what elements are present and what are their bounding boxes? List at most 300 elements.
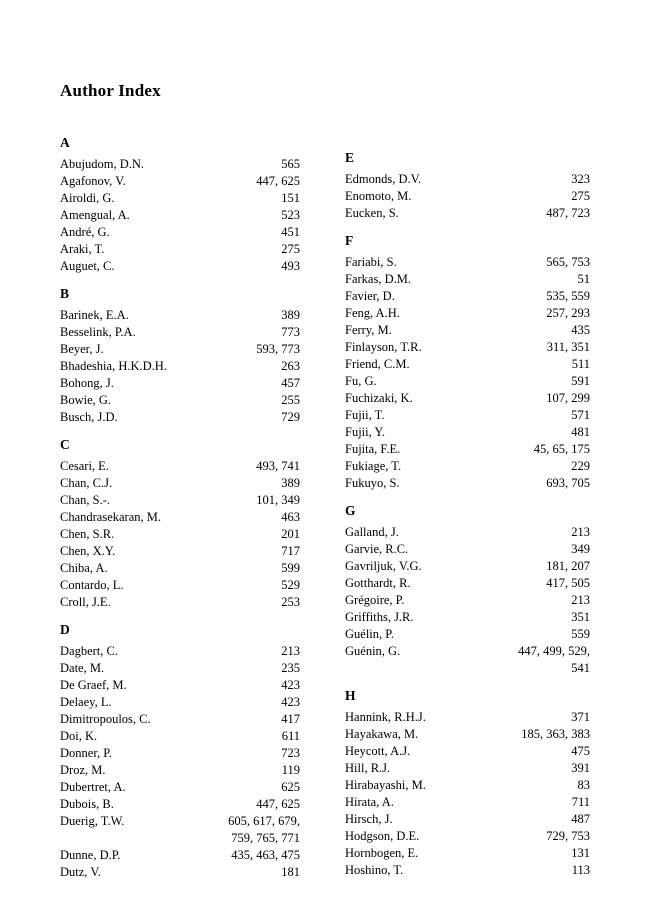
author-entry bbox=[345, 441, 590, 458]
author-pages bbox=[124, 526, 300, 543]
page-numbers-line: 565, 753 bbox=[546, 255, 590, 269]
author-name: Hirabayashi, M. bbox=[345, 778, 426, 792]
author-name: Gavriljuk, V.G. bbox=[345, 559, 422, 573]
page-numbers-line: 711 bbox=[571, 795, 590, 809]
page-numbers-line: 463 bbox=[281, 510, 300, 524]
author-pages bbox=[421, 575, 590, 592]
author-pages bbox=[423, 390, 590, 407]
author-entry bbox=[60, 258, 300, 275]
page-numbers-line: 523 bbox=[281, 208, 300, 222]
author-entry bbox=[345, 407, 590, 424]
author-entry bbox=[60, 526, 300, 543]
author-entry bbox=[345, 205, 590, 222]
page-numbers-line: 275 bbox=[281, 242, 300, 256]
author-pages bbox=[177, 358, 300, 375]
author-entry bbox=[345, 254, 590, 271]
author-entry bbox=[345, 322, 590, 339]
author-pages bbox=[421, 188, 590, 205]
page-numbers-line: 511 bbox=[571, 357, 590, 371]
page-numbers-line: 275 bbox=[571, 189, 590, 203]
author-name: Chen, S.R. bbox=[60, 527, 115, 541]
author-pages bbox=[420, 356, 590, 373]
page-numbers-line: 101, 349 bbox=[256, 493, 300, 507]
page-numbers-line: 119 bbox=[281, 763, 300, 777]
author-pages bbox=[122, 745, 300, 762]
section-letter: G bbox=[345, 503, 356, 518]
page-numbers-line: 457 bbox=[281, 376, 300, 390]
author-name: Abujudom, D.N. bbox=[60, 157, 145, 171]
page-numbers-line: 481 bbox=[571, 425, 590, 439]
author-name: Grégoire, P. bbox=[345, 593, 405, 607]
author-name: Feng, A.H. bbox=[345, 306, 400, 320]
author-pages bbox=[139, 307, 300, 324]
author-pages bbox=[121, 392, 300, 409]
index-section bbox=[60, 134, 300, 275]
author-name: Chiba, A. bbox=[60, 561, 108, 575]
page-numbers-line: 371 bbox=[571, 710, 590, 724]
author-name: Fujii, T. bbox=[345, 408, 385, 422]
index-section bbox=[345, 687, 590, 879]
author-name: Hannink, R.H.J. bbox=[345, 710, 426, 724]
author-pages bbox=[154, 156, 300, 173]
page-numbers-line: 51 bbox=[577, 272, 590, 286]
author-name: Contardo, L. bbox=[60, 578, 124, 592]
page-numbers-line: 113 bbox=[571, 863, 590, 877]
author-name: Chan, C.J. bbox=[60, 476, 113, 490]
author-pages bbox=[146, 324, 300, 341]
author-entry bbox=[345, 558, 590, 575]
author-pages bbox=[409, 524, 590, 541]
author-pages bbox=[128, 643, 300, 660]
column-left bbox=[60, 124, 300, 881]
author-name: Chen, X.Y. bbox=[60, 544, 116, 558]
author-pages bbox=[420, 743, 590, 760]
author-name: Guénin, G. bbox=[345, 644, 401, 658]
page-numbers-line: 493, 741 bbox=[256, 459, 300, 473]
author-name: Hill, R.J. bbox=[345, 761, 391, 775]
author-name: Hirsch, J. bbox=[345, 812, 393, 826]
page-numbers-line: 599 bbox=[281, 561, 300, 575]
author-entry bbox=[345, 709, 590, 726]
page-numbers-line: 107, 299 bbox=[546, 391, 590, 405]
author-name: Bowie, G. bbox=[60, 393, 112, 407]
page-numbers-line: 417, 505 bbox=[546, 576, 590, 590]
author-pages bbox=[410, 305, 590, 322]
author-pages bbox=[413, 862, 590, 879]
page-numbers-line: 565 bbox=[281, 157, 300, 171]
author-name: Croll, J.E. bbox=[60, 595, 111, 609]
author-entry bbox=[345, 726, 590, 743]
author-entry bbox=[345, 339, 590, 356]
author-pages bbox=[122, 694, 300, 711]
page-numbers-line: 759, 765, 771 bbox=[231, 831, 300, 845]
author-entry bbox=[60, 358, 300, 375]
author-name: Favier, D. bbox=[345, 289, 395, 303]
author-pages bbox=[403, 811, 590, 828]
author-entry bbox=[345, 188, 590, 205]
author-pages bbox=[436, 709, 590, 726]
author-name: Ferry, M. bbox=[345, 323, 392, 337]
author-pages bbox=[122, 475, 300, 492]
index-columns bbox=[60, 124, 590, 881]
author-name: Enomoto, M. bbox=[345, 189, 412, 203]
index-section bbox=[345, 502, 590, 677]
author-pages bbox=[120, 224, 300, 241]
author-name: Delaey, L. bbox=[60, 695, 112, 709]
author-name: Barinek, E.A. bbox=[60, 308, 129, 322]
page-numbers-line: 717 bbox=[281, 544, 300, 558]
author-pages bbox=[428, 845, 590, 862]
index-section bbox=[60, 436, 300, 611]
author-entry bbox=[60, 324, 300, 341]
author-entry bbox=[345, 811, 590, 828]
author-pages bbox=[394, 407, 590, 424]
author-name: Hornbogen, E. bbox=[345, 846, 419, 860]
section-letter: B bbox=[60, 286, 70, 301]
author-entry bbox=[345, 592, 590, 609]
author-name: De Graef, M. bbox=[60, 678, 127, 692]
author-name: Farkas, D.M. bbox=[345, 272, 411, 286]
author-entry bbox=[60, 409, 300, 426]
author-pages bbox=[436, 777, 590, 794]
author-entry bbox=[345, 288, 590, 305]
author-pages bbox=[115, 762, 300, 779]
page-numbers-line: 351 bbox=[571, 610, 590, 624]
author-pages bbox=[171, 509, 300, 526]
page-numbers-line: 181 bbox=[281, 865, 300, 879]
author-pages bbox=[124, 375, 300, 392]
author-name: Guélin, P. bbox=[345, 627, 394, 641]
author-name: Fariabi, S. bbox=[345, 255, 397, 269]
page-numbers-line: 487 bbox=[571, 812, 590, 826]
page-numbers-line: 487, 723 bbox=[546, 206, 590, 220]
author-entry bbox=[345, 575, 590, 592]
page-numbers-line: 45, 65, 175 bbox=[533, 442, 590, 456]
author-entry bbox=[60, 762, 300, 779]
author-entry bbox=[60, 190, 300, 207]
author-pages bbox=[125, 190, 300, 207]
author-entry bbox=[345, 305, 590, 322]
author-pages bbox=[140, 207, 300, 224]
page-numbers-line: 213 bbox=[571, 593, 590, 607]
author-pages bbox=[410, 643, 590, 677]
author-entry bbox=[345, 524, 590, 541]
author-pages bbox=[137, 677, 300, 694]
author-name: Gotthardt, R. bbox=[345, 576, 411, 590]
author-entry bbox=[345, 356, 590, 373]
index-section bbox=[345, 232, 590, 492]
author-entry bbox=[60, 173, 300, 190]
author-pages bbox=[432, 558, 590, 575]
author-pages bbox=[395, 424, 590, 441]
author-pages bbox=[125, 258, 300, 275]
author-name: Dimitropoulos, C. bbox=[60, 712, 151, 726]
page-numbers-line: 729 bbox=[281, 410, 300, 424]
author-name: Dagbert, C. bbox=[60, 644, 118, 658]
author-entry bbox=[60, 543, 300, 560]
author-pages bbox=[134, 577, 300, 594]
page-numbers-line: 435 bbox=[571, 323, 590, 337]
author-entry bbox=[60, 224, 300, 241]
page-numbers-line: 391 bbox=[571, 761, 590, 775]
author-entry bbox=[60, 241, 300, 258]
author-entry bbox=[345, 609, 590, 626]
author-pages bbox=[136, 173, 300, 190]
page-numbers-line: 729, 753 bbox=[546, 829, 590, 843]
author-pages bbox=[421, 271, 590, 288]
page-numbers-line: 571 bbox=[571, 408, 590, 422]
page-numbers-line: 723 bbox=[281, 746, 300, 760]
author-entry bbox=[60, 560, 300, 577]
author-name: Hirata, A. bbox=[345, 795, 394, 809]
author-pages bbox=[402, 322, 590, 339]
author-entry bbox=[345, 390, 590, 407]
author-name: Galland, J. bbox=[345, 525, 399, 539]
author-name: Chan, S.-. bbox=[60, 493, 110, 507]
author-pages bbox=[404, 626, 590, 643]
page-numbers-line: 535, 559 bbox=[546, 289, 590, 303]
page-numbers-line: 235 bbox=[281, 661, 300, 675]
author-pages bbox=[125, 543, 300, 560]
author-pages bbox=[411, 458, 590, 475]
author-pages bbox=[161, 711, 300, 728]
author-entry bbox=[60, 643, 300, 660]
author-entry bbox=[60, 813, 300, 847]
author-entry bbox=[60, 577, 300, 594]
author-name: Fu, G. bbox=[345, 374, 377, 388]
author-name: Agafonov, V. bbox=[60, 174, 126, 188]
page-numbers-line: 349 bbox=[571, 542, 590, 556]
page-numbers-line: 257, 293 bbox=[546, 306, 590, 320]
page-numbers-line: 131 bbox=[571, 846, 590, 860]
author-name: Dunne, D.P. bbox=[60, 848, 121, 862]
author-entry bbox=[60, 509, 300, 526]
author-name: Hodgson, D.E. bbox=[345, 829, 420, 843]
page-numbers-line: 593, 773 bbox=[256, 342, 300, 356]
author-entry bbox=[345, 458, 590, 475]
index-section bbox=[345, 149, 590, 222]
page-numbers-line: 451 bbox=[281, 225, 300, 239]
page-numbers-line: 323 bbox=[571, 172, 590, 186]
page-title: Author Index bbox=[60, 81, 161, 100]
author-name: Eucken, S. bbox=[345, 206, 399, 220]
author-pages bbox=[111, 864, 300, 881]
section-letter: A bbox=[60, 135, 70, 150]
author-entry bbox=[60, 660, 300, 677]
page-numbers-line: 493 bbox=[281, 259, 300, 273]
author-entry bbox=[60, 677, 300, 694]
page-numbers-line: 423 bbox=[281, 678, 300, 692]
page-numbers-line: 475 bbox=[571, 744, 590, 758]
page-numbers-line: 185, 363, 383 bbox=[521, 727, 590, 741]
author-pages bbox=[130, 847, 300, 864]
author-name: Dutz, V. bbox=[60, 865, 101, 879]
author-entry bbox=[60, 207, 300, 224]
section-letter: E bbox=[345, 150, 355, 165]
page-numbers-line: 253 bbox=[281, 595, 300, 609]
page-numbers-line: 435, 463, 475 bbox=[231, 848, 300, 862]
author-entry bbox=[60, 594, 300, 611]
author-entry bbox=[345, 845, 590, 862]
author-pages bbox=[387, 373, 590, 390]
author-entry bbox=[60, 475, 300, 492]
author-pages bbox=[429, 828, 590, 845]
author-name: Auguet, C. bbox=[60, 259, 115, 273]
author-entry bbox=[345, 777, 590, 794]
author-name: Busch, J.D. bbox=[60, 410, 118, 424]
author-pages bbox=[431, 171, 590, 188]
author-name: Hoshino, T. bbox=[345, 863, 404, 877]
author-name: Airoldi, G. bbox=[60, 191, 115, 205]
author-name: Edmonds, D.V. bbox=[345, 172, 422, 186]
author-entry bbox=[60, 156, 300, 173]
author-entry bbox=[60, 375, 300, 392]
author-pages bbox=[120, 492, 300, 509]
author-pages bbox=[404, 794, 590, 811]
page-numbers-line: 447, 625 bbox=[256, 174, 300, 188]
author-name: Bhadeshia, H.K.D.H. bbox=[60, 359, 167, 373]
page-numbers-line: 447, 499, 529, bbox=[518, 644, 590, 658]
author-pages bbox=[124, 796, 300, 813]
author-name: Fujii, Y. bbox=[345, 425, 385, 439]
author-entry bbox=[60, 307, 300, 324]
index-section bbox=[60, 621, 300, 881]
page-numbers-line: 417 bbox=[281, 712, 300, 726]
author-entry bbox=[60, 711, 300, 728]
author-name: Fujita, F.E. bbox=[345, 442, 401, 456]
author-name: Droz, M. bbox=[60, 763, 106, 777]
index-section bbox=[60, 285, 300, 426]
author-pages bbox=[400, 760, 590, 777]
author-entry bbox=[345, 828, 590, 845]
column-right bbox=[345, 139, 590, 881]
author-pages bbox=[136, 779, 300, 796]
author-entry bbox=[345, 541, 590, 558]
section-letter: C bbox=[60, 437, 70, 452]
author-pages bbox=[114, 241, 300, 258]
author-name: Friend, C.M. bbox=[345, 357, 410, 371]
author-entry bbox=[345, 171, 590, 188]
author-entry bbox=[60, 864, 300, 881]
author-name: Bohong, J. bbox=[60, 376, 114, 390]
author-name: Donner, P. bbox=[60, 746, 112, 760]
section-letter: D bbox=[60, 622, 70, 637]
author-name: Besselink, P.A. bbox=[60, 325, 136, 339]
author-pages bbox=[418, 541, 590, 558]
page-numbers-line: 423 bbox=[281, 695, 300, 709]
author-pages bbox=[410, 475, 590, 492]
author-pages bbox=[414, 592, 590, 609]
author-entry bbox=[60, 779, 300, 796]
author-name: Date, M. bbox=[60, 661, 105, 675]
author-entry bbox=[345, 626, 590, 643]
page-numbers-line: 591 bbox=[571, 374, 590, 388]
author-entry bbox=[345, 424, 590, 441]
author-name: Dubois, B. bbox=[60, 797, 114, 811]
author-name: Griffiths, J.R. bbox=[345, 610, 414, 624]
author-entry bbox=[60, 694, 300, 711]
author-name: Dubertret, A. bbox=[60, 780, 126, 794]
page-numbers-line: 255 bbox=[281, 393, 300, 407]
author-name: Fukuyo, S. bbox=[345, 476, 400, 490]
section-letter: F bbox=[345, 233, 354, 248]
author-entry bbox=[60, 341, 300, 358]
author-pages bbox=[409, 205, 590, 222]
author-name: Amengual, A. bbox=[60, 208, 130, 222]
author-entry bbox=[60, 458, 300, 475]
page-numbers-line: 389 bbox=[281, 308, 300, 322]
page-numbers-line: 693, 705 bbox=[546, 476, 590, 490]
author-pages bbox=[134, 813, 300, 847]
page-numbers-line: 389 bbox=[281, 476, 300, 490]
author-pages bbox=[428, 726, 590, 743]
page-numbers-line: 201 bbox=[281, 527, 300, 541]
author-pages bbox=[432, 339, 590, 356]
author-entry bbox=[345, 794, 590, 811]
author-pages bbox=[121, 594, 300, 611]
section-letter: H bbox=[345, 688, 356, 703]
page-numbers-line: 213 bbox=[281, 644, 300, 658]
page-numbers-line: 213 bbox=[571, 525, 590, 539]
page-numbers-line: 447, 625 bbox=[256, 797, 300, 811]
author-pages bbox=[114, 660, 300, 677]
author-name: Duerig, T.W. bbox=[60, 814, 125, 828]
author-name: Chandrasekaran, M. bbox=[60, 510, 162, 524]
page-numbers-line: 625 bbox=[281, 780, 300, 794]
author-name: Garvie, R.C. bbox=[345, 542, 409, 556]
author-entry bbox=[345, 271, 590, 288]
author-pages bbox=[107, 728, 300, 745]
page-numbers-line: 611 bbox=[281, 729, 300, 743]
author-name: Heycott, A.J. bbox=[345, 744, 411, 758]
author-entry bbox=[60, 745, 300, 762]
page-numbers-line: 311, 351 bbox=[546, 340, 590, 354]
page-numbers-line: 559 bbox=[571, 627, 590, 641]
page-numbers-line: 181, 207 bbox=[546, 559, 590, 573]
author-name: Beyer, J. bbox=[60, 342, 104, 356]
author-name: Cesari, E. bbox=[60, 459, 109, 473]
author-entry bbox=[60, 847, 300, 864]
author-pages bbox=[119, 458, 300, 475]
page-numbers-line: 83 bbox=[577, 778, 590, 792]
author-entry bbox=[345, 643, 590, 677]
author-pages bbox=[128, 409, 300, 426]
author-pages bbox=[405, 288, 590, 305]
author-name: Doi, K. bbox=[60, 729, 98, 743]
author-name: André, G. bbox=[60, 225, 110, 239]
author-entry bbox=[345, 373, 590, 390]
page-numbers-line: 541 bbox=[571, 661, 590, 675]
page-numbers-line: 605, 617, 679, bbox=[228, 814, 300, 828]
author-name: Finlayson, T.R. bbox=[345, 340, 422, 354]
author-entry bbox=[60, 728, 300, 745]
author-entry bbox=[60, 392, 300, 409]
author-entry bbox=[60, 492, 300, 509]
author-entry bbox=[345, 743, 590, 760]
author-pages bbox=[410, 441, 590, 458]
page-numbers-line: 229 bbox=[571, 459, 590, 473]
author-entry bbox=[345, 475, 590, 492]
page-numbers-line: 529 bbox=[281, 578, 300, 592]
author-name: Fukiage, T. bbox=[345, 459, 402, 473]
page-numbers-line: 773 bbox=[281, 325, 300, 339]
author-entry bbox=[60, 796, 300, 813]
page-numbers-line: 263 bbox=[281, 359, 300, 373]
author-pages bbox=[407, 254, 590, 271]
author-name: Fuchizaki, K. bbox=[345, 391, 413, 405]
author-entry bbox=[345, 862, 590, 879]
author-name: Hayakawa, M. bbox=[345, 727, 419, 741]
